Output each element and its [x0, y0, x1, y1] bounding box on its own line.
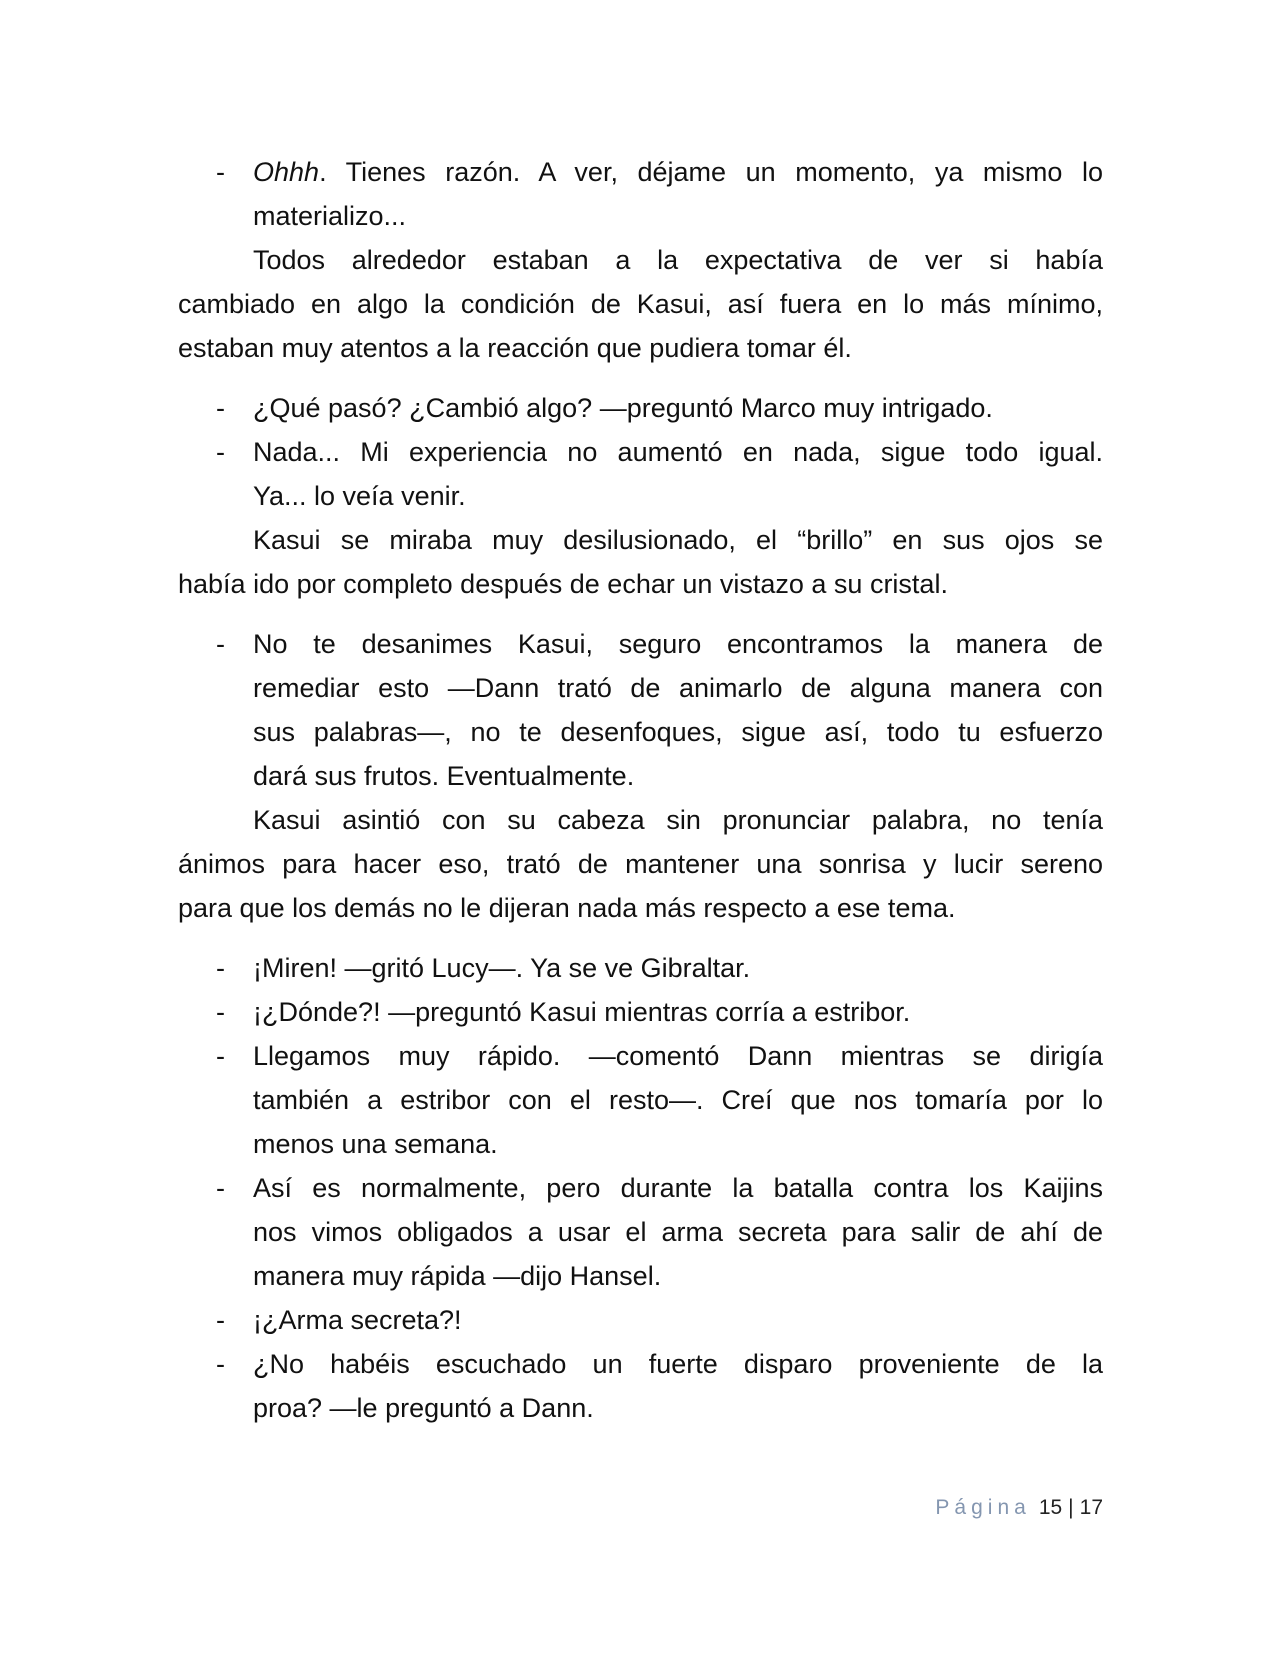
text-line: ¡¿Dónde?! —preguntó Kasui mientras corría a estribor. [253, 997, 911, 1027]
text-line: Kasui se miraba muy desilusionado, el “brillo” en sus ojos se [253, 525, 1103, 555]
paragraph-spacing [178, 370, 1103, 386]
text-line: proa? —le preguntó a Dann. [253, 1393, 594, 1423]
text-line: ¡¿Arma secreta?! [253, 1305, 462, 1335]
text-line: ¡Miren! —gritó Lucy—. Ya se ve Gibraltar. [253, 953, 751, 983]
text-line: Llegamos muy rápido. —comentó Dann mientras se dirigía [253, 1041, 1103, 1071]
document-body [178, 150, 1103, 1430]
dialogue-dash: - [216, 437, 225, 467]
dialogue-dash: - [216, 997, 225, 1027]
text-line: también a estribor con el resto—. Creí que nos tomaría por lo [253, 1085, 1103, 1115]
dialogue-line [178, 1298, 1103, 1342]
text-line: dará sus frutos. Eventualmente. [253, 761, 635, 791]
text-line: Ohhh. Tienes razón. A ver, déjame un momento, ya mismo lo [253, 157, 1103, 187]
text-line: nos vimos obligados a usar el arma secreta para salir de ahí de [253, 1217, 1103, 1247]
italic-text: Ohhh [253, 157, 320, 187]
text-line: estaban muy atentos a la reacción que pudiera tomar él. [178, 333, 852, 363]
narrative-paragraph [178, 798, 1103, 930]
narrative-paragraph [178, 518, 1103, 606]
dialogue-dash: - [216, 1305, 225, 1335]
text-line: menos una semana. [253, 1129, 498, 1159]
dialogue-dash: - [216, 1173, 225, 1203]
dialogue-line [178, 386, 1103, 430]
text-line: Todos alrededor estaban a la expectativa de ver si había [253, 245, 1103, 275]
dialogue-dash: - [216, 629, 225, 659]
dialogue-line [178, 1034, 1103, 1166]
dialogue-line [178, 150, 1103, 238]
dialogue-line [178, 430, 1103, 518]
text-line: Así es normalmente, pero durante la batalla contra los Kaijins [253, 1173, 1103, 1203]
dialogue-dash: - [216, 157, 225, 187]
page-number: 15 [1038, 1496, 1063, 1519]
text-line: manera muy rápida —dijo Hansel. [253, 1261, 662, 1291]
text-line: sus palabras—, no te desenfoques, sigue así, todo tu esfuerzo [253, 717, 1103, 747]
text-line: ¿No habéis escuchado un fuerte disparo proveniente de la [253, 1349, 1103, 1379]
dialogue-line [178, 622, 1103, 798]
paragraph-spacing [178, 606, 1103, 622]
text-line: ¿Qué pasó? ¿Cambió algo? —preguntó Marco muy intrigado. [253, 393, 993, 423]
text-line: para que los demás no le dijeran nada más respecto a ese tema. [178, 893, 956, 923]
text-line: Ya... lo veía venir. [253, 481, 466, 511]
dialogue-dash: - [216, 1349, 225, 1379]
dialogue-line [178, 990, 1103, 1034]
text-line: No te desanimes Kasui, seguro encontramos la manera de [253, 629, 1103, 659]
dialogue-dash: - [216, 953, 225, 983]
narrative-paragraph [178, 238, 1103, 370]
text-line: ánimos para hacer eso, trató de mantener una sonrisa y lucir sereno [178, 849, 1103, 879]
dialogue-line [178, 1166, 1103, 1298]
dialogue-dash: - [216, 1041, 225, 1071]
dialogue-line [178, 1342, 1103, 1430]
text-line: remediar esto —Dann trató de animarlo de alguna manera con [253, 673, 1103, 703]
total-pages: 17 [1079, 1496, 1103, 1519]
text-line: cambiado en algo la condición de Kasui, así fuera en lo más mínimo, [178, 289, 1103, 319]
text-line: Nada... Mi experiencia no aumentó en nada, sigue todo igual. [253, 437, 1103, 467]
page-separator: | [1068, 1496, 1074, 1519]
dialogue-dash: - [216, 393, 225, 423]
page-footer [0, 1496, 1103, 1520]
text-line: Kasui asintió con su cabeza sin pronunciar palabra, no tenía [253, 805, 1103, 835]
paragraph-spacing [178, 930, 1103, 946]
text-line: materializo... [253, 201, 407, 231]
page-label: Página [935, 1496, 1031, 1519]
dialogue-line [178, 946, 1103, 990]
text-line: había ido por completo después de echar un vistazo a su cristal. [178, 569, 948, 599]
